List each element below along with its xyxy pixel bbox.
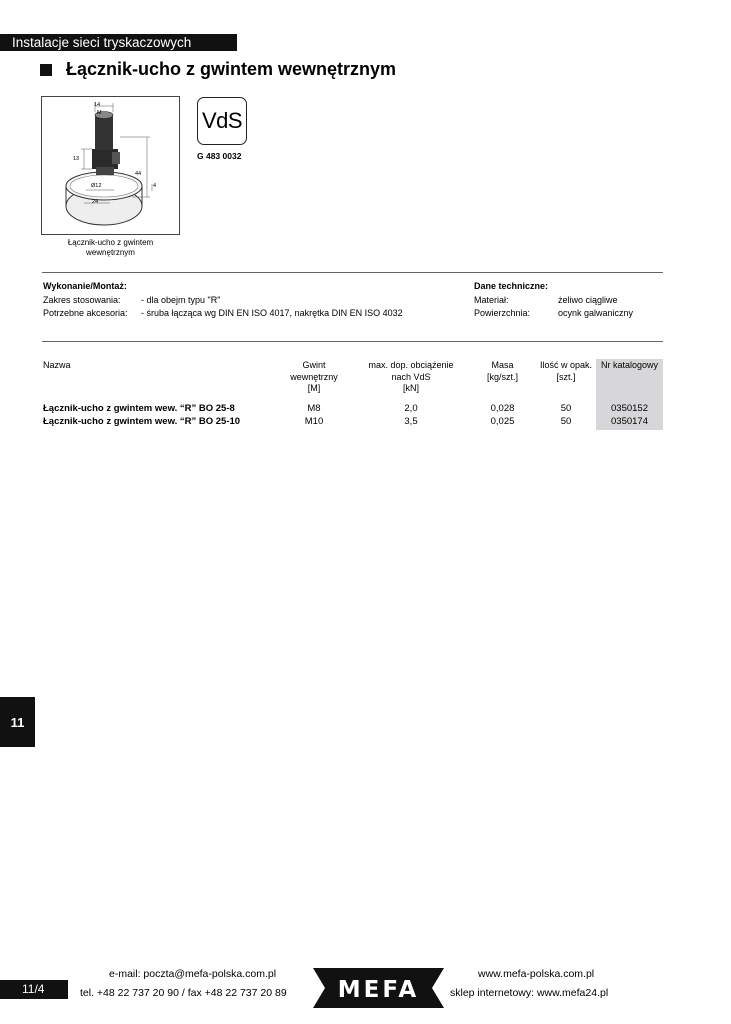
divider-top bbox=[42, 272, 663, 273]
drawing-caption-line-1: Łącznik-ucho z gwintem bbox=[67, 238, 154, 247]
col-header-qty-line-1: Ilość w opak. bbox=[539, 360, 593, 370]
col-header-load-line-1: max. dop. obciążenie bbox=[368, 360, 454, 370]
col-header-thread bbox=[274, 360, 354, 395]
col-header-thread-line-1: Gwint bbox=[302, 360, 326, 370]
col-header-load-line-2: nach VdS bbox=[391, 371, 431, 382]
row-2-mass: 0,025 bbox=[490, 416, 515, 427]
dim-4-label: 4 bbox=[153, 183, 157, 189]
footer-email: e-mail: poczta@mefa-polska.com.pl bbox=[109, 968, 277, 980]
col-header-load bbox=[356, 360, 466, 395]
row-1-mass: 0,028 bbox=[490, 403, 515, 414]
execution-heading: Wykonanie/Montaż: bbox=[43, 281, 127, 291]
row-2-load: 3,5 bbox=[404, 416, 418, 427]
row-2-catalog: 0350174 bbox=[611, 416, 648, 427]
execution-label-scope: Zakres stosowania: bbox=[43, 295, 121, 305]
mefa-logo-text: MEFA bbox=[337, 977, 420, 1003]
page-number: 11/4 bbox=[0, 980, 68, 999]
section-header: Instalacje sieci tryskaczowych bbox=[0, 34, 237, 51]
technical-label-material: Materiał: bbox=[474, 295, 509, 305]
row-2-qty: 50 bbox=[560, 416, 572, 427]
dim-44-label: 44 bbox=[135, 171, 142, 177]
row-1-thread: M8 bbox=[307, 403, 321, 414]
vds-logo bbox=[197, 97, 247, 145]
dim-d12-label: Ø12 bbox=[91, 183, 102, 189]
drawing-caption-line-2: wewnętrznym bbox=[86, 248, 135, 257]
dim-24-label: 24 bbox=[92, 199, 99, 205]
execution-value-accessories: - śruba łącząca wg DIN EN ISO 4017, nakrętka DIN EN ISO 4032 bbox=[141, 308, 403, 318]
title-bullet bbox=[40, 64, 52, 76]
vds-logo-text: VdS bbox=[201, 108, 243, 133]
footer-website: www.mefa-polska.com.pl bbox=[478, 968, 595, 980]
title-row bbox=[40, 59, 396, 80]
col-header-qty bbox=[534, 360, 598, 383]
divider-middle bbox=[42, 341, 663, 342]
technical-value-surface: ocynk galwaniczny bbox=[558, 308, 634, 318]
footer-shop: sklep internetowy: www.mefa24.pl bbox=[450, 987, 609, 999]
col-header-load-line-3: [kN] bbox=[402, 383, 419, 393]
execution-value-scope: - dla obejm typu "R" bbox=[141, 295, 221, 305]
page-title: Łącznik-ucho z gwintem wewnętrznym bbox=[66, 59, 397, 79]
execution-label-accessories: Potrzebne akcesoria: bbox=[43, 308, 128, 318]
col-header-name: Nazwa bbox=[43, 360, 71, 370]
col-header-mass-line-1: Masa bbox=[491, 360, 514, 370]
row-2-thread: M10 bbox=[304, 416, 324, 427]
technical-label-surface: Powierzchnia: bbox=[474, 308, 531, 318]
chapter-tab: 11 bbox=[0, 697, 35, 747]
row-1-catalog: 0350152 bbox=[611, 403, 648, 414]
dim-13-label: 13 bbox=[73, 156, 80, 162]
product-drawing bbox=[41, 96, 180, 235]
technical-value-material: żeliwo ciągliwe bbox=[558, 295, 618, 305]
col-header-mass bbox=[475, 360, 530, 383]
row-1-name: Łącznik-ucho z gwintem wew. “R” BO 25-8 bbox=[43, 403, 235, 414]
drawing-caption bbox=[41, 238, 180, 258]
mefa-logo bbox=[313, 968, 444, 1008]
dim-14-label: 14 bbox=[94, 102, 101, 108]
clamp-drawing-svg bbox=[42, 97, 179, 234]
col-header-thread-line-3: [M] bbox=[307, 383, 321, 393]
technical-heading: Dane techniczne: bbox=[474, 281, 549, 291]
dim-m-label: M bbox=[97, 110, 102, 116]
col-header-mass-line-2: [kg/szt.] bbox=[486, 371, 518, 382]
col-header-catalog: Nr katalogowy bbox=[600, 360, 659, 370]
col-header-qty-line-2: [szt.] bbox=[556, 371, 576, 382]
row-2-name: Łącznik-ucho z gwintem wew. “R” BO 25-10 bbox=[43, 416, 241, 427]
col-header-thread-line-2: wewnętrzny bbox=[290, 371, 338, 382]
row-1-qty: 50 bbox=[560, 403, 572, 414]
vds-approval-code: G 483 0032 bbox=[197, 151, 242, 161]
footer-phone-fax: tel. +48 22 737 20 90 / fax +48 22 737 20 89 bbox=[80, 987, 287, 999]
row-1-load: 2,0 bbox=[404, 403, 418, 414]
